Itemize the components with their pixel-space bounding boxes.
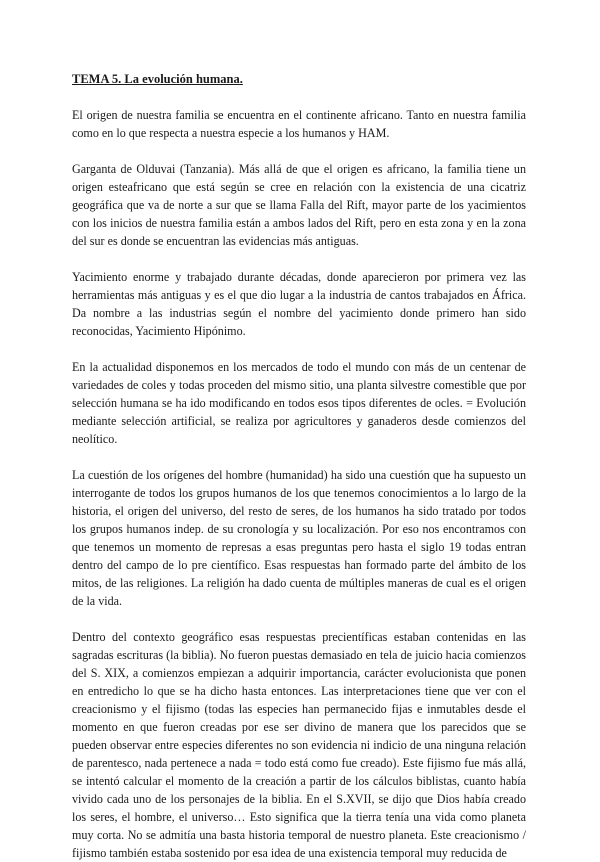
document-title: TEMA 5. La evolución humana. (72, 72, 243, 86)
paragraph-origin: El origen de nuestra familia se encuentra en el continente africano. Tanto en nuestra familia como en lo que respecta a nuestra especie a los humanos y HAM. (72, 108, 526, 140)
paragraph-coles: En la actualidad disponemos en los mercados de todo el mundo con más de un centenar de variedades de coles y todas proceden del mismo sitio, una planta silvestre comestible que por selección humana se ha ido modificando en todos esos tipos diferentes de ocles. = Evolución mediante selección artificial, se realiza por agricultores y ganaderos desde comienzos del neolítico. (72, 360, 526, 446)
paragraph-olduvai: Garganta de Olduvai (Tanzania). Más allá de que el origen es africano, la familia tiene un origen esteafricano que está según se cree en relación con la existencia de una cicatriz geográfica que va de norte a sur que se llama Falla del Rift, mayor parte de los yacimientos con los inicios de nuestra familia están a ambos lados del Rift, pero en esta zona y en la zona del sur es donde se encuentran las evidencias más antiguas. (72, 162, 526, 248)
paragraph-creacionismo: Dentro del contexto geográfico esas respuestas precientíficas estaban contenidas en las sagradas escrituras (la biblia). No fueron puestas demasiado en tela de juicio hacia comienzos del S. XIX, a comienzos empiezan a adquirir importancia, carácter evolucionista que ponen en entredicho lo que se ha dicho hasta entonces. Las interpretaciones tiene que ver con el creacionismo y el fijismo (todas las especies han permanecido fijas e inmutables desde el momento en que fueron creadas por ese ser divino de manera que los parecidos que se pueden observar entre especies diferentes no son evidencia ni indicio de una ninguna relación de parentesco, nada pertenece a nada = todo está como fue creado). Este fijismo fue más allá, se intentó calcular el momento de la creación a partir de los cálculos biblistas, cuanto había vivido cada uno de los personajes de la biblia. En el S.XVII, se dijo que Dios había creado los seres, el hombre, el universo… Esto significa que la tierra tenía una vida como planeta muy corta. No se admitía una basta historia temporal de nuestro planeta. Este creacionismo / fijismo también estaba sostenido por esa idea de una existencia temporal muy reducida de (72, 630, 526, 860)
paragraph-origenes: La cuestión de los orígenes del hombre (humanidad) ha sido una cuestión que ha supuesto un interrogante de todos los grupos humanos de los que tenemos conocimientos a lo largo de la historia, el origen del universo, del resto de seres, de los humanos ha sido tratado por todos los grupos humanos indep. de su cronología y su localización. Por eso nos encontramos con que tenemos un momento de represas a esas preguntas pero hasta el siglo 19 todas entran dentro del campo de lo pre científico. Esas respuestas han formado parte del ámbito de los mitos, de las religiones. La religión ha dado cuenta de múltiples maneras de cual es el origen de la vida. (72, 468, 526, 608)
document-body (72, 70, 526, 862)
paragraph-yacimiento: Yacimiento enorme y trabajado durante décadas, donde aparecieron por primera vez las herramientas más antiguas y es el que dio lugar a la industria de cantos trabajados en África. Da nombre a las industrias según el nombre del yacimiento donde primero han sido reconocidas, Yacimiento Hipónimo. (72, 270, 526, 338)
